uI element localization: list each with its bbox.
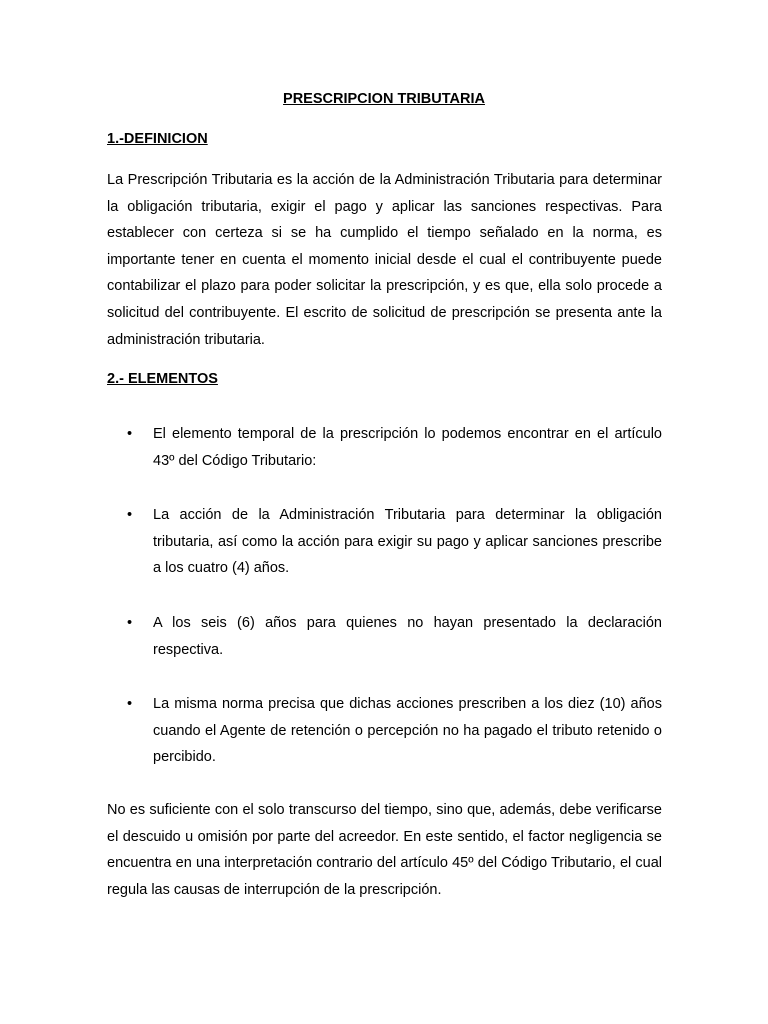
list-item-text: La misma norma precisa que dichas acciones prescriben a los diez (10) años cuando el Agente de retención o percepción no ha pagado el tributo retenido o percibido. [153,696,662,766]
list-item-text: El elemento temporal de la prescripción lo podemos encontrar en el artículo 43º del Código Tributario: [153,426,662,469]
list-item-text: La acción de la Administración Tributaria para determinar la obligación tributaria, así como la acción para exigir su pago y aplicar sanciones prescribe a los cuatro (4) años. [153,507,662,577]
bullet-icon: • [127,426,133,442]
section-heading-elementos: 2.- ELEMENTOS [107,371,218,387]
bullet-icon: • [127,696,133,712]
list-item-text: A los seis (6) años para quienes no hayan presentado la declaración respectiva. [153,615,662,658]
definicion-paragraph: La Prescripción Tributaria es la acción de la Administración Tributaria para determinar la obligación tributaria, exigir el pago y aplicar las sanciones respectivas. Para establecer con certeza si se ha cumplido el tiempo señalado en la norma, es importante tener en cuenta el momento inicial desde el cual el contribuyente puede contabilizar el plazo para poder solicitar la prescripción, y es que, ella solo procede a solicitud del contribuyente. El escrito de solicitud de prescripción se presenta ante la administración tributaria. [107,172,662,348]
closing-paragraph: No es suficiente con el solo transcurso del tiempo, sino que, además, debe verificarse el descuido u omisión por parte del acreedor. En este sentido, el factor negligencia se encuentra en una interpretación contrario del artículo 45º del Código Tributario, el cual regula las causas de interrupción de la prescripción. [107,802,662,898]
section-heading-definicion: 1.-DEFINICION [107,131,208,147]
document-title: PRESCRIPCION TRIBUTARIA [283,91,485,107]
bullet-icon: • [127,615,133,631]
bullet-icon: • [127,507,133,523]
